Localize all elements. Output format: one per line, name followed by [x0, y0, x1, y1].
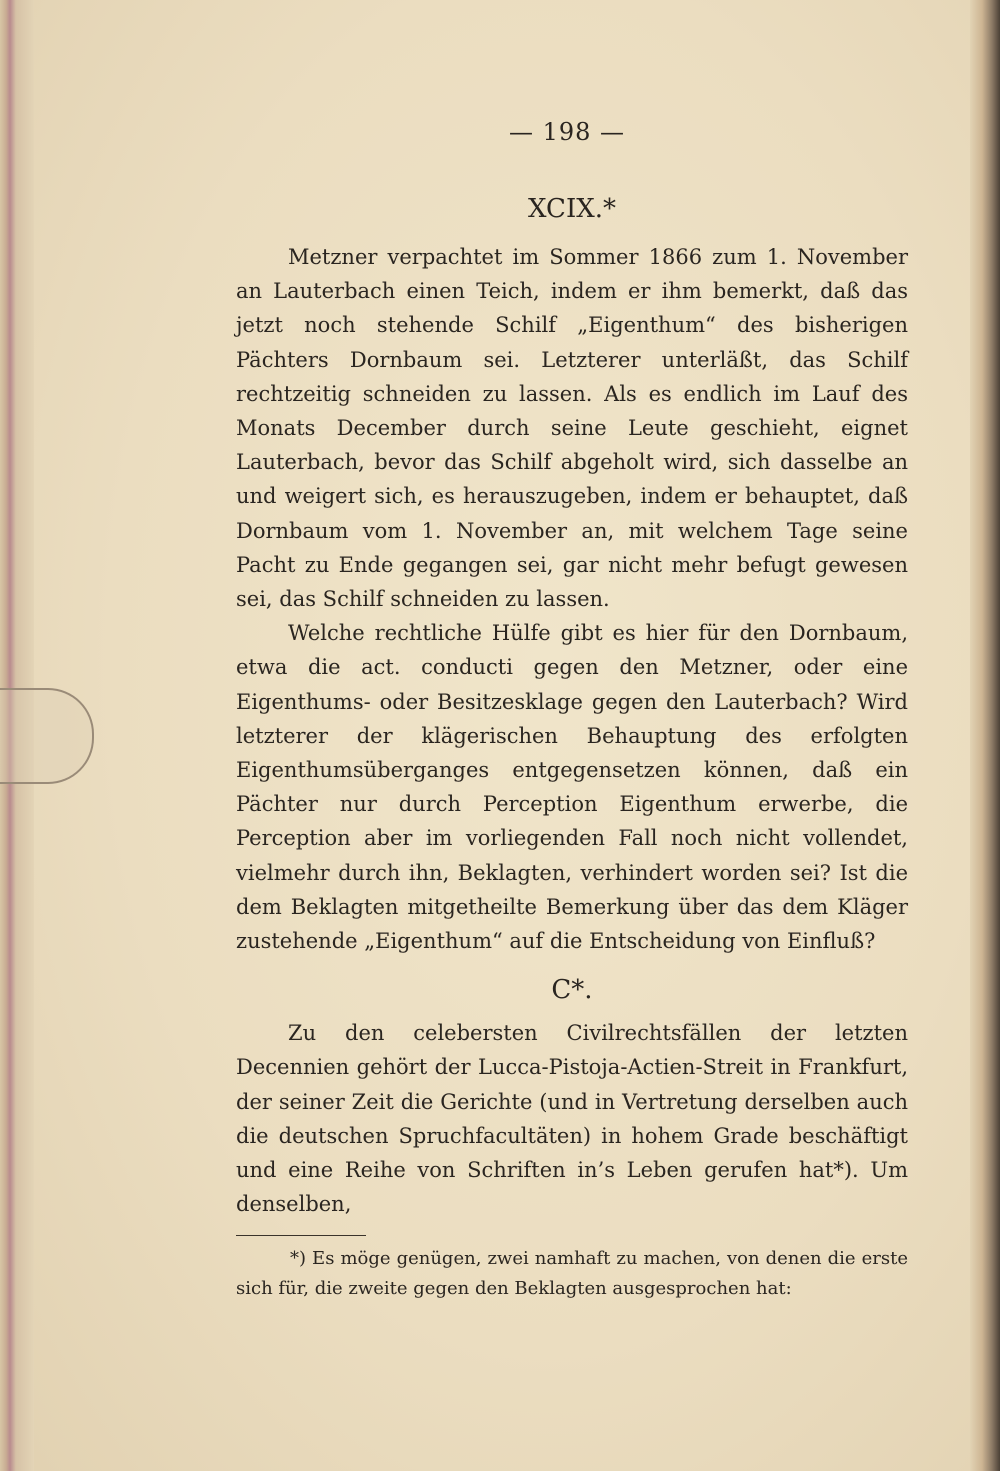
bookmark-clip	[0, 688, 94, 784]
footnote: *) Es möge genügen, zwei namhaft zu machen, von denen die erste sich für, die zweite gegen den Beklagten ausgesprochen hat:	[236, 1248, 908, 1300]
footnote-divider	[236, 1235, 366, 1236]
page-number: — 198 —	[508, 118, 626, 146]
section-heading-xcix: XCIX.*	[528, 194, 616, 224]
page-edge-right	[970, 0, 1000, 1471]
paragraph: Welche rechtliche Hülfe gibt es hier für den Dornbaum, etwa die act. conducti gegen den Metzner, oder eine Eigenthums- oder Besitzesklage gegen den Lauterbach? Wird letzterer der klägerischen Behauptung des erfolgten Eigenthumsüberganges entgegensetzen können, daß ein Pächter nur durch Perception Eigenthum erwerbe, die Perception aber im vorliegenden Fall noch nicht vollendet, vielmehr durch ihn, Beklagten, verhindert worden sei? Ist die dem Beklagten mitgetheilte Bemerkung über das dem Kläger zustehende „Eigenthum“ auf die Entscheidung von Einfluß?	[236, 621, 908, 954]
page-content	[236, 108, 908, 1304]
paragraph: Metzner verpachtet im Sommer 1866 zum 1. November an Lauterbach einen Teich, indem er ihm bemerkt, daß das jetzt noch stehende Schilf „Eigenthum“ des bisherigen Pächters Dornbaum sei. Letzterer unterläßt, das Schilf rechtzeitig schneiden zu lassen. Als es endlich im Lauf des Monats December durch seine Leute geschieht, eignet Lauterbach, bevor das Schilf abgeholt wird, sich dasselbe an und weigert sich, es herauszugeben, indem er behauptet, daß Dornbaum vom 1. November an, mit welchem Tage seine Pacht zu Ende gegangen sei, gar nicht mehr befugt gewesen sei, das Schilf schneiden zu lassen.	[236, 245, 908, 612]
book-page	[34, 0, 970, 1471]
paragraph: Zu den celebersten Civilrechtsfällen der letzten Decennien gehört der Lucca-Pistoja-Actien-Streit in Frankfurt, der seiner Zeit die Gerichte (und in Vertretung derselben auch die deutschen Spruchfacultäten) in hohem Grade beschäftigt und eine Reihe von Schriften in’s Leben gerufen hat*). Um denselben,	[236, 1021, 908, 1217]
section-heading-c: C*.	[551, 975, 593, 1006]
